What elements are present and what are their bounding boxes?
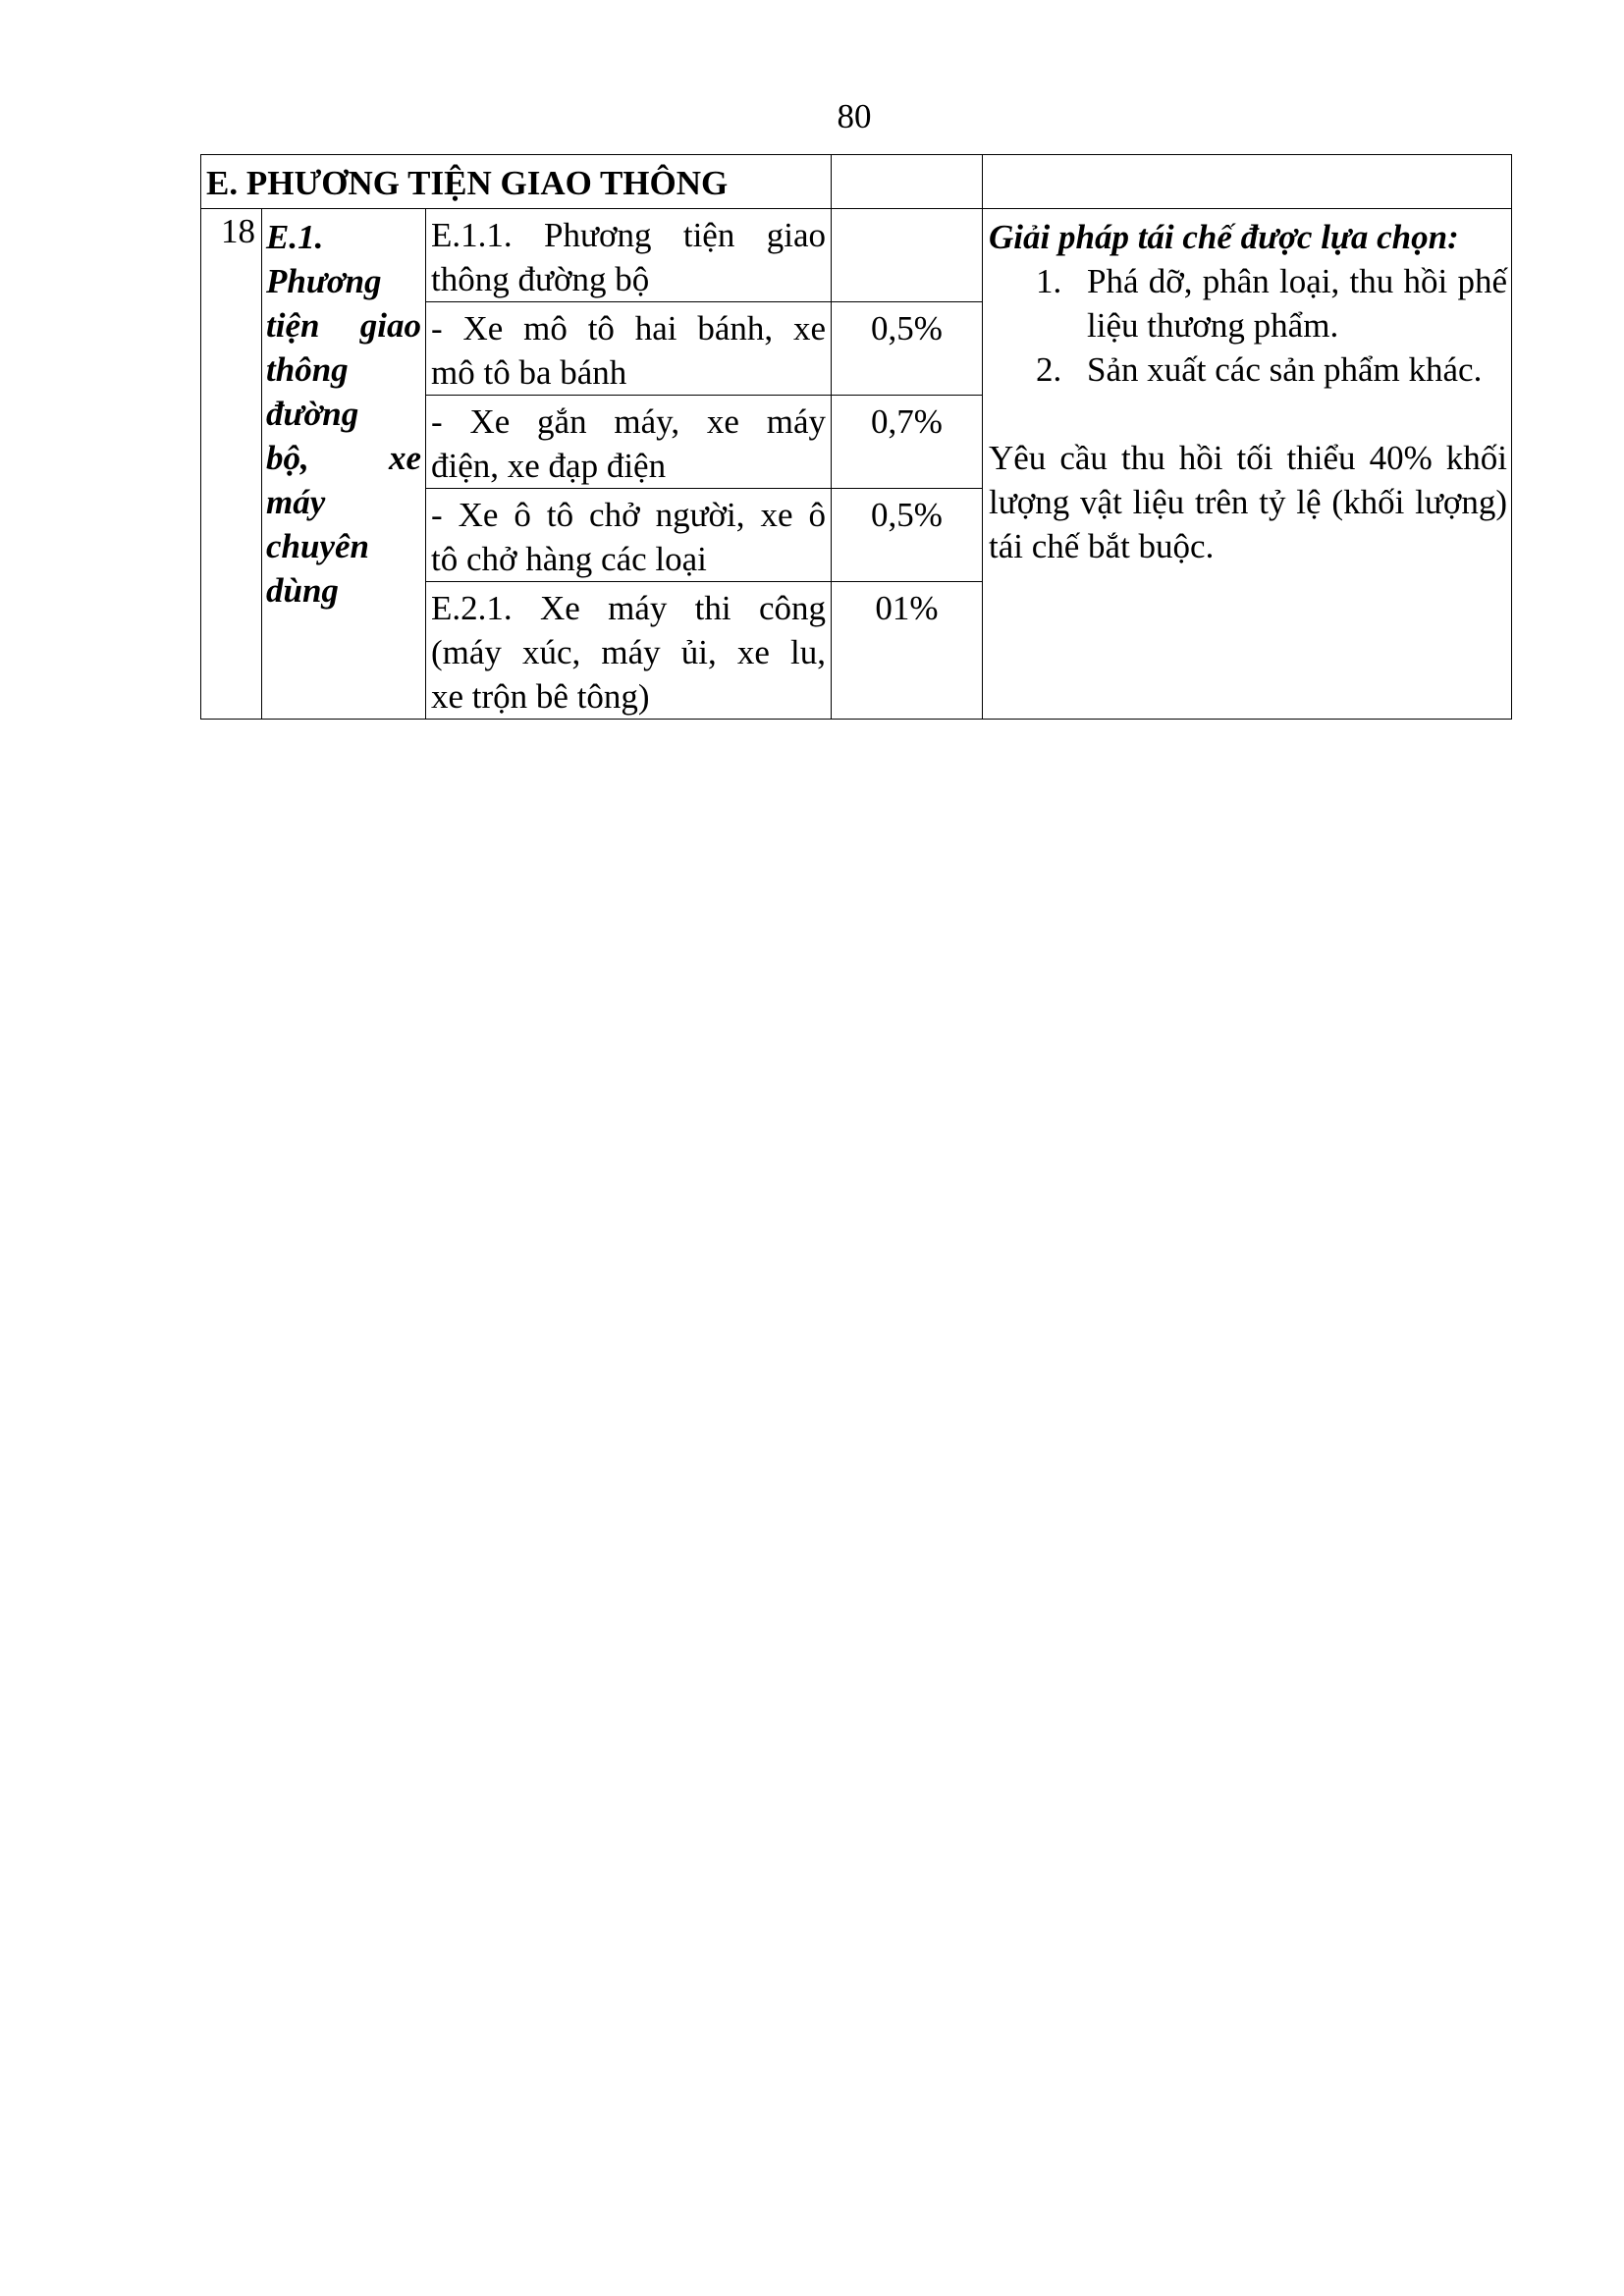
- item-cell: [426, 489, 832, 582]
- rate-cell: 0,5%: [832, 489, 983, 582]
- group-label-line: chuyên: [266, 527, 369, 565]
- item-line: - Xe mô tô hai bánh, xe: [431, 309, 826, 347]
- group-label-line: E.1.: [266, 218, 324, 256]
- section-header-empty-cell: [832, 155, 983, 209]
- group-label-line: máy: [266, 483, 326, 521]
- item-line: thông đường bộ: [431, 260, 650, 298]
- recycling-rate-table: [200, 154, 1512, 720]
- rate-cell: 0,5%: [832, 302, 983, 396]
- group-label-line: Phương: [266, 262, 382, 300]
- option-number: 1.: [1036, 262, 1062, 300]
- item-line: tô chở hàng các loại: [431, 540, 707, 578]
- group-label-line: thông: [266, 350, 349, 389]
- solution-option: [989, 259, 1507, 347]
- item-cell: [426, 396, 832, 489]
- row-index: 18: [201, 209, 262, 720]
- solution-option: [989, 347, 1507, 392]
- section-title: E. PHƯƠNG TIỆN GIAO THÔNG: [201, 155, 832, 209]
- solution-title: Giải pháp tái chế được lựa chọn:: [989, 218, 1459, 256]
- item-line: E.2.1. Xe máy thi công: [431, 589, 826, 627]
- group-label-line: bộ, xe: [266, 439, 421, 477]
- section-header-empty-cell: [983, 155, 1512, 209]
- solution-options: [989, 259, 1507, 392]
- page-number: 80: [837, 97, 872, 135]
- item-cell: [426, 582, 832, 720]
- group-label: [262, 209, 426, 720]
- item-line: (máy xúc, máy ủi, xe lu,: [431, 633, 826, 671]
- item-cell: [426, 209, 832, 302]
- item-line: điện, xe đạp điện: [431, 447, 667, 485]
- solution-note: Yêu cầu thu hồi tối thiểu 40% khối lượng vật liệu trên tỷ lệ (khối lượng) tái chế bắt buộc.: [989, 439, 1507, 565]
- rate-cell: 0,7%: [832, 396, 983, 489]
- table-row: [201, 209, 1512, 302]
- item-line: xe trộn bê tông): [431, 677, 650, 716]
- option-number: 2.: [1036, 350, 1062, 389]
- section-header-row: [201, 155, 1512, 209]
- item-cell: [426, 302, 832, 396]
- item-line: - Xe gắn máy, xe máy: [431, 402, 826, 441]
- group-label-line: tiện giao: [266, 306, 421, 345]
- item-line: E.1.1. Phương tiện giao: [431, 216, 826, 254]
- group-label-line: đường: [266, 395, 359, 433]
- item-line: - Xe ô tô chở người, xe ô: [431, 496, 826, 534]
- rate-cell: [832, 209, 983, 302]
- solution-cell: [983, 209, 1512, 720]
- group-label-line: dùng: [266, 571, 339, 610]
- option-text: Phá dỡ, phân loại, thu hồi phế liệu thương phẩm.: [1087, 262, 1507, 345]
- rate-cell: 01%: [832, 582, 983, 720]
- item-line: mô tô ba bánh: [431, 353, 627, 392]
- option-text: Sản xuất các sản phẩm khác.: [1087, 350, 1483, 389]
